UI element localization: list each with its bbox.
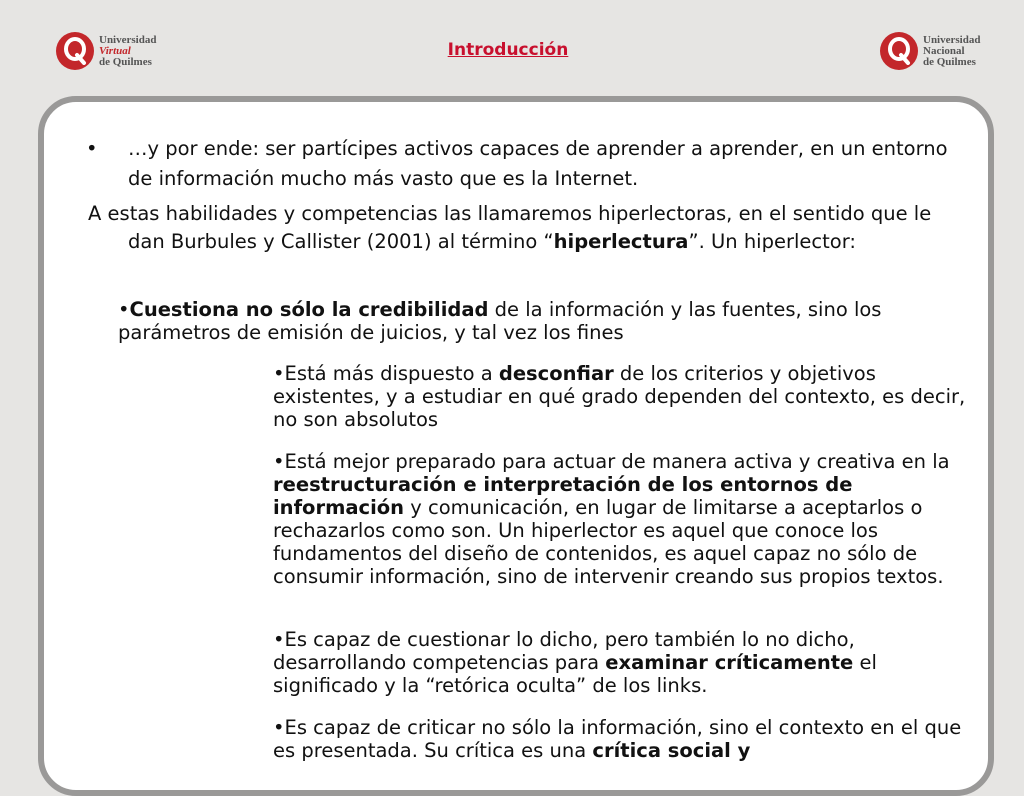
logo-left-line3: de Quilmes: [99, 55, 152, 68]
logo-right-line2: Nacional: [923, 44, 965, 57]
item-4-post: el significado y la “retórica oculta” de los links.: [273, 651, 877, 697]
list-item-examinar: [273, 628, 973, 697]
item-4-bold: examinar críticamente: [605, 651, 854, 674]
logo-right-line1: Universidad: [923, 33, 981, 46]
list-item-critica-social: [273, 716, 973, 762]
item-3-pre: •Está mejor preparado para actuar de manera activa y creativa en la: [273, 450, 950, 473]
logo-right-line3: de Quilmes: [923, 55, 976, 68]
item-5-pre: •Es capaz de criticar no sólo la información, sino el contexto en el que es presentada. Su crítica es una: [273, 716, 962, 762]
item-1-bold: Cuestiona no sólo la credibilidad: [129, 298, 489, 321]
item-2-pre: •Está más dispuesto a: [273, 362, 499, 385]
logo-left-line2: Virtual: [99, 44, 131, 57]
logo-left-line1: Universidad: [99, 33, 157, 46]
quilmes-q-icon: [880, 32, 918, 70]
paragraph-2-bold: hiperlectura: [553, 230, 689, 253]
item-4-pre: •Es capaz de cuestionar lo dicho, pero también lo no dicho, desarrollando competencias para: [273, 628, 855, 674]
item-2-bold: desconfiar: [498, 362, 614, 385]
paragraph-2-pre: A estas habilidades y competencias las llamaremos hiperlectoras, en el sentido que le dan Burbules y Callister (2001) al término “: [88, 202, 932, 253]
item-5-bold: crítica social y: [592, 739, 751, 762]
bullet-marker: •: [86, 137, 98, 160]
item-1-post: de la información y las fuentes, sino los parámetros de emisión de juicios, y tal vez los fines: [118, 298, 882, 344]
item-2-post: de los criterios y objetivos existentes, y a estudiar en qué grado dependen del contexto, es decir, no son absolutos: [273, 362, 966, 431]
logo-universidad-nacional-quilmes: [880, 28, 980, 74]
bullet-text-1: …y por ende: ser partícipes activos capaces de aprender a aprender, en un entorno de información mucho más vasto que es la Internet.: [128, 137, 948, 190]
item-3-post: y comunicación, en lugar de limitarse a aceptarlos o rechazarlos como son. Un hiperlector es aquel que conoce los fundamentos del diseño de contenidos, es aquel capaz no sólo de consumir información, sino de intervenir creando sus propios textos.: [273, 496, 944, 588]
paragraph-2-post: ”. Un hiperlector:: [688, 230, 856, 253]
list-item-reestructuracion: [273, 450, 973, 588]
bullet-paragraph-1: [86, 134, 976, 194]
item-1-bullet: •: [118, 298, 130, 321]
page-title: Introducción: [447, 40, 569, 60]
list-item-cuestiona: [118, 298, 968, 344]
item-3-bold: reestructuración e interpretación de los entornos de información: [273, 473, 853, 519]
list-item-desconfiar: [273, 362, 973, 431]
paragraph-hiperlectoras: [88, 200, 968, 256]
